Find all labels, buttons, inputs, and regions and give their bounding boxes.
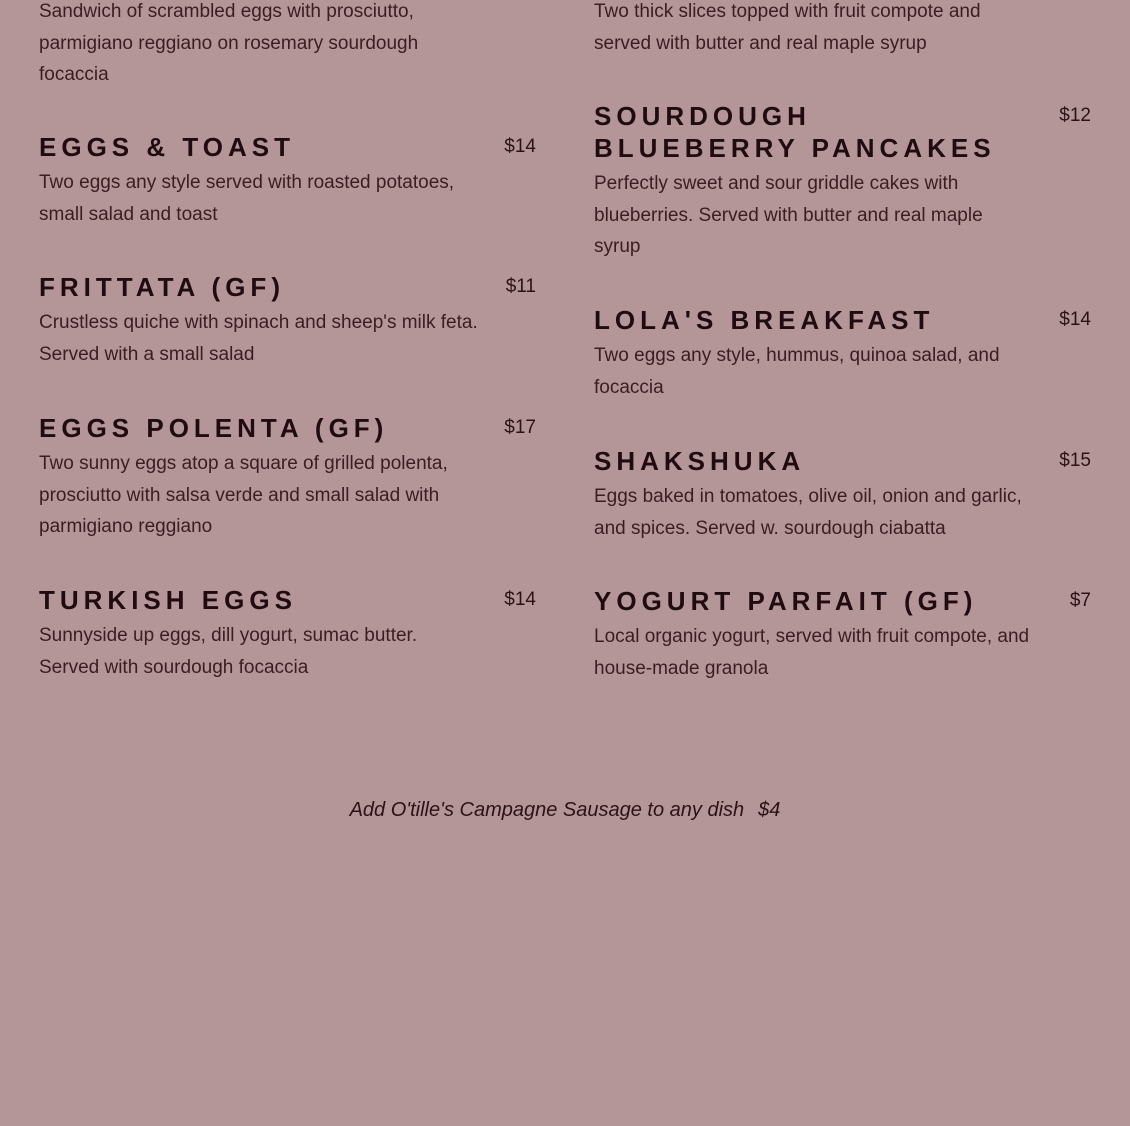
addon-price: $4 — [758, 799, 781, 821]
item-price: $17 — [504, 417, 536, 438]
item-description: Eggs baked in tomatoes, olive oil, onion and garlic, and spices. Served w. sourdough ciabatta — [594, 486, 1022, 539]
item-header — [39, 412, 536, 444]
item-name: EGGS & TOAST — [39, 132, 295, 162]
item-description: Two eggs any style, hummus, quinoa salad, and focaccia — [594, 345, 1000, 398]
item-header — [594, 585, 1091, 617]
item-name: SHAKSHUKA — [594, 446, 806, 476]
menu-item-blueberry-pancakes — [594, 100, 1091, 263]
item-header — [594, 304, 1091, 336]
menu-item-lolas-breakfast — [594, 304, 1091, 403]
menu-item-yogurt-parfait — [594, 585, 1091, 684]
item-name: LOLA'S BREAKFAST — [594, 305, 935, 335]
item-name: TURKISH EGGS — [39, 585, 297, 615]
item-description: Sunnyside up eggs, dill yogurt, sumac butter. Served with sourdough focaccia — [39, 625, 418, 678]
item-name: SOURDOUGH BLUEBERRY PANCAKES — [594, 101, 996, 163]
item-price: $7 — [1069, 590, 1091, 611]
menu-item-frittata — [39, 271, 536, 370]
menu-item-continued-right — [594, 0, 1091, 59]
item-price: $14 — [1059, 309, 1091, 330]
menu-item-eggs-toast — [39, 131, 536, 230]
item-description: Crustless quiche with spinach and sheep's milk feta. Served with a small salad — [39, 312, 478, 365]
item-price: $14 — [504, 136, 536, 157]
item-header — [39, 584, 536, 616]
item-description: Local organic yogurt, served with fruit compote, and house-made granola — [594, 626, 1030, 679]
menu-item-shakshuka — [594, 445, 1091, 544]
item-header — [594, 100, 1091, 164]
item-description: Two eggs any style served with roasted potatoes, small salad and toast — [39, 172, 455, 225]
item-price: $15 — [1059, 450, 1091, 471]
item-price: $14 — [504, 589, 536, 610]
menu-item-eggs-polenta — [39, 412, 536, 543]
item-header — [39, 271, 536, 303]
item-name: EGGS POLENTA (GF) — [39, 413, 389, 443]
item-name: FRITTATA (GF) — [39, 272, 285, 302]
item-description: Two sunny eggs atop a square of grilled polenta, prosciutto with salsa verde and small salad with parmigiano reggiano — [39, 453, 448, 537]
item-header — [39, 131, 536, 163]
item-price: $11 — [505, 276, 536, 297]
menu-item-continued-left — [39, 0, 536, 91]
item-price: $12 — [1059, 105, 1091, 126]
item-description: Sandwich of scrambled eggs with prosciutto, parmigiano reggiano on rosemary sourdough focaccia — [39, 1, 419, 85]
addon-note — [0, 794, 1130, 826]
item-name: YOGURT PARFAIT (GF) — [594, 586, 978, 616]
menu-item-turkish-eggs — [39, 584, 536, 683]
item-description: Two thick slices topped with fruit compote and served with butter and real maple syrup — [594, 1, 981, 54]
item-header — [594, 445, 1091, 477]
item-description: Perfectly sweet and sour griddle cakes with blueberries. Served with butter and real maple syrup — [594, 173, 983, 257]
addon-text: Add O'tille's Campagne Sausage to any dish — [349, 799, 745, 821]
